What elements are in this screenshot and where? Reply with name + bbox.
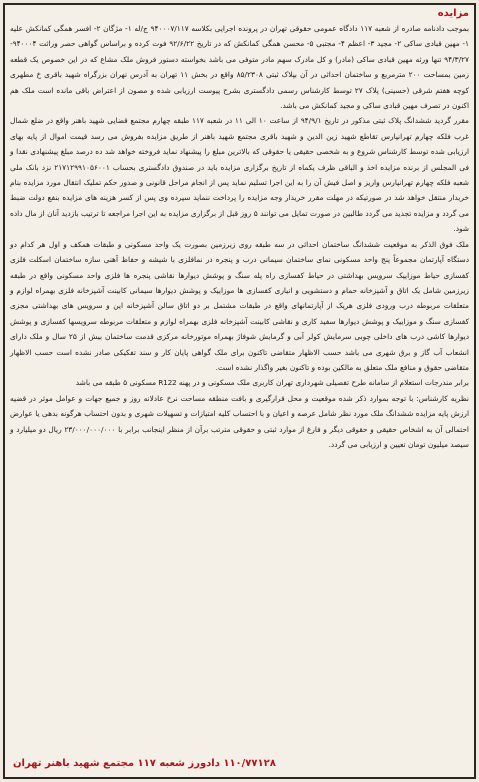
notice-paragraph: مقرر گردید ششدانگ پلاک ثبتی مذکور در تاریخ ۹۴/۹/۱ از ساعت ۱۰ الی ۱۱ در شعبه ۱۱۷ طبقه چهارم مجتمع قضایی شهید باهنر واقع در ضلع شمال غرب فلکه چهارم تهرانپارس تقاطع شهید زین الدین و شهید باقری مجتمع شهید باهنر از طریق مزایده بفروش می رسد قیمت اموال از پایه بهای ارزیابی شده توسط کارشناس شروع و به شخصی حقیقی یا حقوقی که بالاترین مبلغ را پیشنهاد نماید فروخته خواهد شد ده درصد مبلغ پیشنهادی نقدا و فی المجلس از برنده مزایده اخذ و الباقی ظرف یکماه از تاریخ برگزاری مزایده باید در صندوق دادگستری بحساب ۲۱۷۱۲۹۹۱۰۵۶۰۰۱ نزد بانک ملی شعبه فلکه چهارم تهرانپارس واریز و اصل فیش آن را به این اجرا تسلیم نماید پس از انجام مراحل قانونی و صدور حکم تملیک انتقال مورد مزایده بنام خریدار منتقل خواهد شد در صورتیکه در مهلت مقرر خریدار وجه مزایده را پرداخت ننماید سپرده وی پس از کسر هزینه های مزایده بنفع دولت ضبط می گردد و مزایده تجدید می گردد طالبین در صورت تمایل می توانند ۵ روز قبل از برگزاری مزایده به این اجرا مراجعه تا ترتیب بازدید آنان از مال داده شود. (10, 116, 470, 234)
notice-paragraph: ملک فوق الذکر به موقعیت ششدانگ ساختمان احداثی در سه طبقه روی زیرزمین بصورت یک واحد مسکونی و طبقات همکف و اول هر کدام دو دستگاه آپارتمان مجموعاً پنج واحد مسکونی نمای ساختمان سیمانی درب و پنجره در نمافلزی با شیشه و حفاظ آهنی سازه ساختمان اسکلت فلزی کفسازی حیاط موزاییک سرویس بهداشتی در حیاط کفسازی راه پله سنگ و پوشش دیوارها نقاشی پنجره ها فلزی واحد مسکونی واقع در طبقه زیرزمین شامل یک اتاق و آشپزخانه حمام و دستشویی و انباری کفسازی ها موزاییک و پوشش دیوارها سیمانی کابینت آشپزخانه فلزی بهمراه لوازم و متعلقات مربوطه درب ورودی فلزی هریک از آپارتمانهای واقع در طبقات مشتمل بر دو اتاق سالن آشپزخانه این و سرویس های بهداشتی مجزی کفسازی سنگ و موزاییک و پوشش دیوارها سفید کاری و نقاشی کابینت آشپزخانه فلزی بهمراه لوازم و متعلقات مربوطه سرویسها کفسازی و پوشش دیوارها کاشی درب های داخلی چوبی سرمایش کولر آبی و گرمایش شوفاژ بهمراه موتورخانه مرکزی قدمت ساختمان بیش از ۲۵ سال و ملک دارای انشعاب آب گاز و برق شهری می باشد حسب الاظهار متقاضی تاکنون برای ملک گواهی پایان کار و سند تفکیکی صادر نشده است حسب الاظهار متقاضی حقوق و منافع ملک متعلق به مالکین بوده و تاکنون بغیر واگذار نشده است. (10, 239, 469, 372)
notice-paragraph: بموجب دادنامه صادره از شعبه ۱۱۷ دادگاه عمومی حقوقی تهران در پرونده اجرایی بکلاسه ۹۴۰۰۰۷/۱۱۷ ج/له ۱- مژگان ۲- افسر همگی کمانکش علیه ۱- مهین قبادی ساکی ۲- مجید ۳- اعظم ۴- مجتبی ۵- محسن همگی کمانکش که در تاریخ ۹۲/۶/۲۲ فوت کرده و براساس گواهی حصر وراثت ۹۴۰۰۰۴- ۹۴/۳/۲۷ تنها ورثه مهین قبادی ساکی (مادر) و کل مادرک سهم مادر متوفی می باشد بخواسته دستور فروش ملک مشاع که در این خصوص یک قطعه زمین بمساحت ۲۰۰ مترمربع و ساختمان احداثی در آن بپلاک ثبتی ۸۵/۲۳۰۸ واقع در بخش ۱۱ تهران به آدرس تهران بزرگراه شهید باقری خ مطهری کوچه هفتم شرقی (حسینی) پلاک ۲۷ توسط کارشناس رسمی دادگستری بشرح پیوست ارزیابی شده و مصون از اعتراض باقی مانده است ملک هم اکنون در تصرف مهین قبادی ساکی و مجید کمانکش می باشد. (10, 24, 470, 111)
notice-signature: ۱۱۰/۷۷۱۲۸ دادورز شعبه ۱۱۷ مجتمع شهید باهنر تهران (13, 758, 276, 769)
notice-title: مزایده (437, 8, 469, 19)
legal-notice (3, 3, 476, 779)
notice-paragraph: نظریه کارشناس: با توجه بموارد ذکر شده موقعیت و محل قرارگیری و بافت منطقه مساحت نرخ عادلانه روز و جمیع جهات و عوامل موثر در قضیه ارزش پایه مزایده ششدانگ ملک مورد نظر شامل عرصه و اعیان و با احتساب کلیه امتیازات و تسهیلات شهری و بدون احتساب هرگونه بدهی یا عوارض احتمالی آن به اشخاص حقیقی و حقوقی دیگر و فارغ از موارد ثبتی و حقوقی مترتب برآن از منظر اینجانب برابر با ۲۳/۰۰۰/۰۰۰/۰۰۰ ریال دو میلیارد و سیصد میلیون تومان تعیین و ارزیابی می گردد. (10, 393, 469, 449)
notice-paragraph: برابر مندرجات استعلام از سامانه طرح تفصیلی شهرداری تهران کاربری ملک مسکونی و در پهنه R122 مسکونی ۵ طبقه می باشد (75, 378, 469, 388)
